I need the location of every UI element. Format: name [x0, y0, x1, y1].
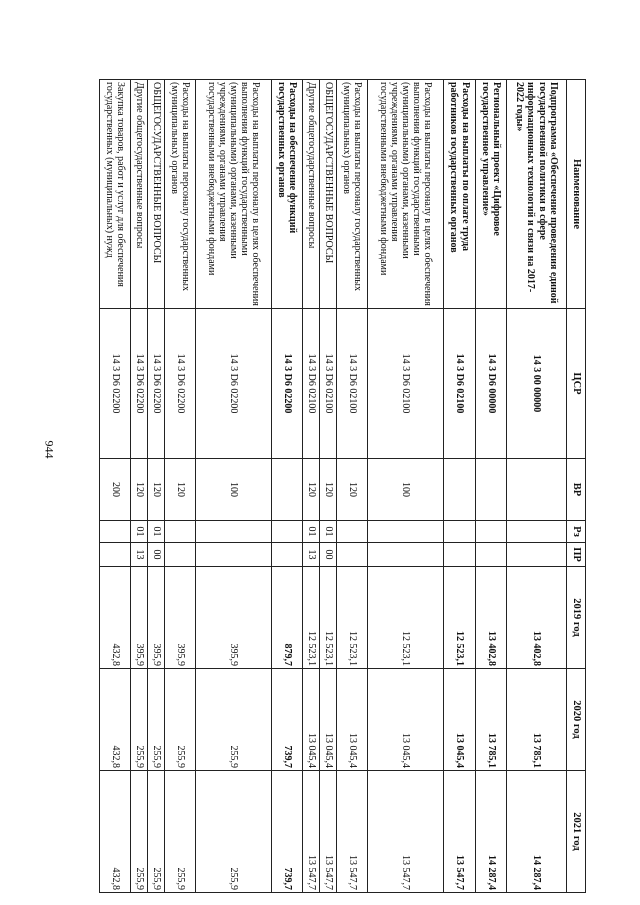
budget-table-sheet [75, 79, 586, 892]
table-header-row [567, 80, 586, 893]
cell-2019: 12 523,1 [320, 567, 337, 669]
cell-rz [272, 521, 303, 543]
table-row [131, 80, 148, 893]
cell-2020: 13 045,4 [303, 669, 320, 771]
cell-2019: 395,9 [196, 567, 272, 669]
cell-vr: 120 [337, 459, 368, 521]
cell-pr: 13 [131, 543, 148, 567]
cell-vr [444, 459, 476, 521]
cell-pr [272, 543, 303, 567]
cell-2020: 739,7 [272, 669, 303, 771]
table-row [100, 80, 131, 893]
cell-rz [337, 521, 368, 543]
cell-2020: 13 045,4 [368, 669, 444, 771]
cell-csr: 14 3 D6 02200 [131, 309, 148, 459]
cell-name: ОБЩЕГОСУДАРСТВЕННЫЕ ВОПРОСЫ [148, 80, 165, 309]
cell-csr: 14 3 D6 02100 [337, 309, 368, 459]
cell-2020: 13 045,4 [444, 669, 476, 771]
cell-name: Другие общегосударственные вопросы [131, 80, 148, 309]
cell-2021: 14 287,4 [476, 771, 507, 893]
cell-2020: 255,9 [148, 669, 165, 771]
header-vr: ВР [567, 459, 586, 521]
cell-vr: 120 [148, 459, 165, 521]
table-row [165, 80, 196, 893]
cell-2020: 13 785,1 [507, 669, 567, 771]
cell-name: Расходы на выплаты персоналу государственных (муниципальных) органов [165, 80, 196, 309]
cell-2021: 13 547,7 [320, 771, 337, 893]
cell-rz: 01 [131, 521, 148, 543]
table-row [337, 80, 368, 893]
cell-csr: 14 3 D6 02200 [165, 309, 196, 459]
cell-2020: 13 045,4 [320, 669, 337, 771]
cell-2020: 255,9 [131, 669, 148, 771]
cell-rz: 01 [303, 521, 320, 543]
cell-csr: 14 3 D6 02100 [368, 309, 444, 459]
cell-2021: 255,9 [196, 771, 272, 893]
cell-2021: 739,7 [272, 771, 303, 893]
cell-vr: 120 [320, 459, 337, 521]
cell-name: Расходы на выплаты персоналу в целях обеспечения выполнения функций государственными (муниципальными) органами, казенными учреждениями, органами управления государственными внебюджетными фондами [368, 80, 444, 309]
cell-2019: 12 523,1 [444, 567, 476, 669]
cell-2019: 395,9 [148, 567, 165, 669]
table-row [476, 80, 507, 893]
cell-name: Подпрограмма «Обеспечение проведения единой государственной политики в сфере информационных технологий и связи на 2017-2022 годы» [507, 80, 567, 309]
cell-vr: 120 [131, 459, 148, 521]
cell-name: Расходы на выплаты персоналу в целях обеспечения выполнения функций государственными (муниципальными) органами, казенными учреждениями, органами управления государственными внебюджетными фондами [196, 80, 272, 309]
cell-2019: 395,9 [131, 567, 148, 669]
cell-csr: 14 3 D6 02100 [444, 309, 476, 459]
cell-rz [444, 521, 476, 543]
table-row [507, 80, 567, 893]
table-row [368, 80, 444, 893]
cell-vr [476, 459, 507, 521]
cell-pr [196, 543, 272, 567]
cell-vr: 100 [196, 459, 272, 521]
cell-rz: 01 [148, 521, 165, 543]
cell-vr: 120 [165, 459, 196, 521]
header-name: Наименование [567, 80, 586, 309]
cell-2021: 13 547,7 [368, 771, 444, 893]
table-row [196, 80, 272, 893]
cell-name: Закупка товаров, работ и услуг для обеспечения государственных (муниципальных) нужд [100, 80, 131, 309]
cell-2019: 12 523,1 [303, 567, 320, 669]
cell-name: ОБЩЕГОСУДАРСТВЕННЫЕ ВОПРОСЫ [320, 80, 337, 309]
cell-2020: 13 785,1 [476, 669, 507, 771]
cell-rz [507, 521, 567, 543]
cell-2021: 13 547,7 [303, 771, 320, 893]
cell-2020: 255,9 [165, 669, 196, 771]
cell-2019: 879,7 [272, 567, 303, 669]
cell-vr [507, 459, 567, 521]
table-row [272, 80, 303, 893]
cell-csr: 14 3 D6 02200 [272, 309, 303, 459]
cell-name: Другие общегосударственные вопросы [303, 80, 320, 309]
cell-vr [272, 459, 303, 521]
cell-2019: 12 523,1 [337, 567, 368, 669]
table-row [148, 80, 165, 893]
cell-rz [165, 521, 196, 543]
cell-2019: 13 402,8 [476, 567, 507, 669]
cell-csr: 14 3 D6 02200 [148, 309, 165, 459]
cell-2021: 13 547,7 [337, 771, 368, 893]
table-row [444, 80, 476, 893]
cell-2021: 255,9 [131, 771, 148, 893]
cell-pr [476, 543, 507, 567]
cell-csr: 14 3 D6 02200 [100, 309, 131, 459]
cell-2019: 13 402,8 [507, 567, 567, 669]
cell-pr: 13 [303, 543, 320, 567]
cell-csr: 14 3 D6 02100 [303, 309, 320, 459]
table-row [320, 80, 337, 893]
cell-2021: 255,9 [148, 771, 165, 893]
cell-csr: 14 3 00 00000 [507, 309, 567, 459]
cell-vr: 120 [303, 459, 320, 521]
cell-pr [444, 543, 476, 567]
page-number: 944 [42, 440, 57, 459]
cell-rz [196, 521, 272, 543]
header-2019: 2019 год [567, 567, 586, 669]
cell-csr: 14 3 D6 02200 [196, 309, 272, 459]
header-2020: 2020 год [567, 669, 586, 771]
cell-vr: 200 [100, 459, 131, 521]
cell-vr: 100 [368, 459, 444, 521]
cell-csr: 14 3 D6 00000 [476, 309, 507, 459]
cell-rz [368, 521, 444, 543]
table-row [303, 80, 320, 893]
cell-pr [100, 543, 131, 567]
cell-pr: 00 [148, 543, 165, 567]
cell-rz [476, 521, 507, 543]
cell-rz [100, 521, 131, 543]
cell-2021: 432,8 [100, 771, 131, 893]
cell-pr [165, 543, 196, 567]
cell-2020: 255,9 [196, 669, 272, 771]
header-rz: Рз [567, 521, 586, 543]
cell-rz: 01 [320, 521, 337, 543]
cell-2021: 255,9 [165, 771, 196, 893]
cell-2019: 432,8 [100, 567, 131, 669]
cell-pr [507, 543, 567, 567]
cell-2020: 432,8 [100, 669, 131, 771]
cell-pr [337, 543, 368, 567]
cell-2019: 12 523,1 [368, 567, 444, 669]
cell-name: Расходы на выплаты персоналу государственных (муниципальных) органов [337, 80, 368, 309]
budget-table [99, 79, 586, 893]
cell-pr [368, 543, 444, 567]
cell-csr: 14 3 D6 02100 [320, 309, 337, 459]
cell-pr: 00 [320, 543, 337, 567]
cell-2021: 14 287,4 [507, 771, 567, 893]
header-2021: 2021 год [567, 771, 586, 893]
cell-name: Региональный проект «Цифровое государственное управление» [476, 80, 507, 309]
cell-name: Расходы на выплаты по оплате труда работников государственных органов [444, 80, 476, 309]
header-pr: ПР [567, 543, 586, 567]
header-csr: ЦСР [567, 309, 586, 459]
cell-2020: 13 045,4 [337, 669, 368, 771]
cell-2021: 13 547,7 [444, 771, 476, 893]
cell-name: Расходы на обеспечение функций государственных органов [272, 80, 303, 309]
cell-2019: 395,9 [165, 567, 196, 669]
